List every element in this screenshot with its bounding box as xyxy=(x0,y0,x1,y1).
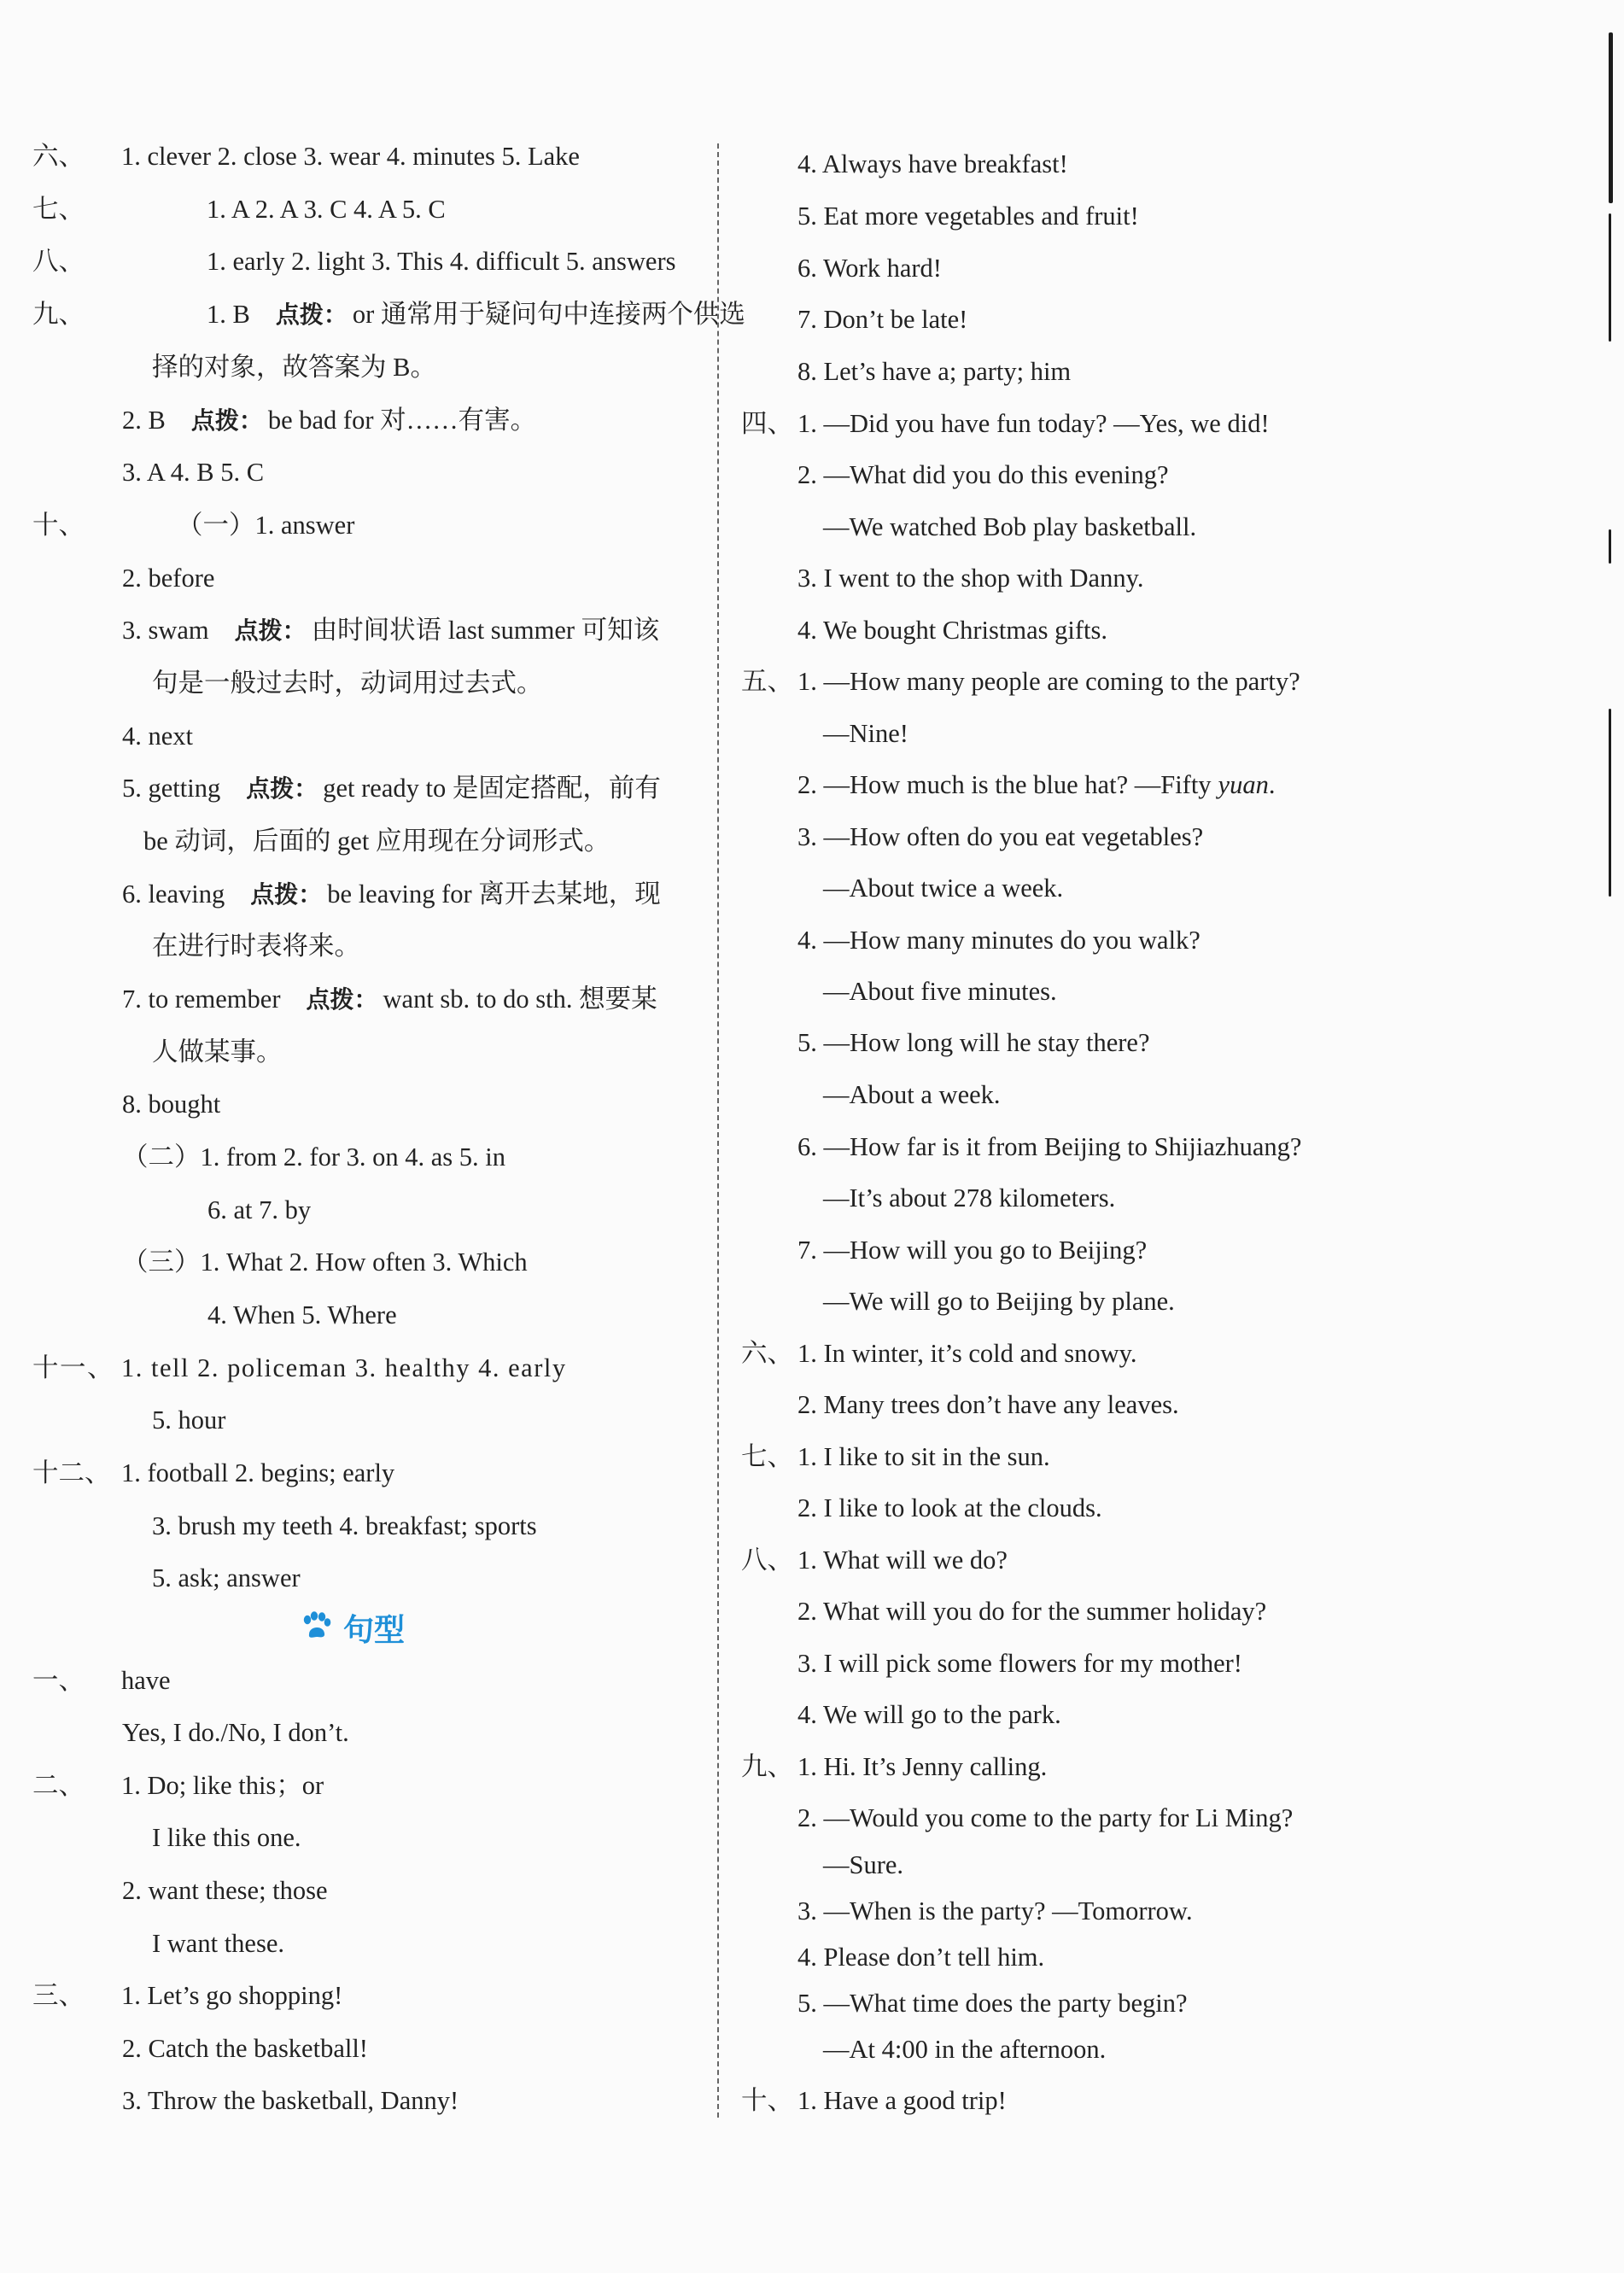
question-number: 五、 xyxy=(741,667,793,696)
answer-text: 2. want these; those xyxy=(122,1876,328,1905)
answer-content xyxy=(122,1873,328,1908)
answer-content xyxy=(122,1140,505,1174)
answer-content xyxy=(122,719,193,753)
question-number: 九、 xyxy=(32,300,85,329)
answer-text: 2. I like to look at the clouds. xyxy=(797,1493,1102,1522)
column-divider xyxy=(717,143,719,2118)
answer-content xyxy=(152,1561,301,1595)
answer-text: 6. leaving xyxy=(122,879,225,909)
answer-content xyxy=(121,1351,567,1385)
answer-text: 7. to remember xyxy=(122,985,281,1014)
tip-text: be leaving for 离开去某地，现 xyxy=(327,879,661,909)
answer-content xyxy=(823,1078,1001,1112)
answer-text: 1. —How many people are coming to the party? xyxy=(797,667,1300,696)
answer-content xyxy=(797,1543,1008,1577)
answer-content xyxy=(797,1130,1301,1164)
answer-text: 1. A 2. A 3. C 4. A 5. C xyxy=(207,195,446,224)
answer-text: 4. When 5. Where xyxy=(207,1300,397,1329)
section-title: 句型 xyxy=(343,1612,406,1648)
tip-text: get ready to 是固定搭配，前有 xyxy=(323,774,661,803)
question-number: 十一、 xyxy=(32,1353,114,1382)
question-number: 十、 xyxy=(741,2086,793,2115)
answer-text: 5. —What time does the party begin? xyxy=(797,1989,1188,2018)
answer-punctuation: . xyxy=(1268,770,1276,799)
question-number: 八、 xyxy=(32,247,85,276)
question-number: 十二、 xyxy=(32,1458,111,1487)
answer-text: 1. Hi. It’s Jenny calling. xyxy=(797,1752,1048,1781)
question-number: 十、 xyxy=(32,511,85,540)
answer-content xyxy=(797,1986,1188,2020)
answer-text: 2. —Would you come to the party for Li Ming? xyxy=(797,1803,1294,1832)
tip-label: 点拨： xyxy=(234,616,307,645)
answer-text: 3. Throw the basketball, Danny! xyxy=(122,2086,459,2115)
answer-text: 1. Have a good trip! xyxy=(797,2086,1007,2115)
answer-content xyxy=(122,1715,349,1750)
answer-content xyxy=(121,1663,171,1697)
answer-content xyxy=(122,613,659,648)
question-number: 七、 xyxy=(741,1442,793,1471)
answer-text: 1. Do; like this；or xyxy=(121,1771,324,1800)
answer-text: 2. B xyxy=(122,406,166,435)
answer-text: 人做某事。 xyxy=(152,1037,283,1066)
answer-content xyxy=(207,192,446,226)
answer-text: 5. ask; answer xyxy=(152,1563,301,1592)
answer-content xyxy=(797,1491,1102,1525)
answer-text: —It’s about 278 kilometers. xyxy=(823,1183,1116,1212)
answer-text: 1. In winter, it’s cold and snowy. xyxy=(797,1339,1137,1368)
tip-text: be bad for 对……有害。 xyxy=(267,406,537,435)
answer-content xyxy=(122,561,214,595)
answer-content xyxy=(122,982,657,1017)
answer-text: 3. swam xyxy=(122,616,209,645)
answer-content xyxy=(797,1025,1150,1060)
tip-text: 由时间状语 last summer 可知该 xyxy=(311,616,660,645)
answer-content xyxy=(797,561,1143,595)
answer-content xyxy=(823,1284,1175,1318)
tip-label: 点拨： xyxy=(306,985,378,1014)
answer-text: —At 4:00 in the afternoon. xyxy=(823,2035,1107,2064)
paw-icon xyxy=(301,1611,333,1645)
answer-text: 1. tell 2. policeman 3. healthy 4. early xyxy=(121,1353,567,1382)
answer-content xyxy=(823,716,908,751)
answer-content xyxy=(797,613,1107,647)
answer-content xyxy=(823,871,1063,905)
answer-content xyxy=(797,664,1300,698)
answer-content xyxy=(823,510,1196,544)
answer-content xyxy=(143,824,610,858)
answer-text: 1. Let’s go shopping! xyxy=(121,1981,343,2010)
scan-edge-mark xyxy=(1609,529,1611,564)
answer-content xyxy=(797,1233,1147,1267)
answer-text: 5. —How long will he stay there? xyxy=(797,1028,1150,1057)
answer-content xyxy=(121,139,580,173)
answer-content xyxy=(797,147,1068,181)
tip-label: 点拨： xyxy=(250,880,323,909)
answer-text: 2. What will you do for the summer holiday? xyxy=(797,1597,1267,1626)
answer-content xyxy=(797,406,1270,441)
answer-content xyxy=(797,1388,1179,1422)
answer-content xyxy=(797,1697,1061,1732)
question-number: 八、 xyxy=(741,1546,793,1575)
tip-text: want sb. to do sth. 想要某 xyxy=(383,985,657,1014)
answer-content xyxy=(122,2083,459,2118)
answer-text: 5. getting xyxy=(122,774,221,803)
answer-content xyxy=(797,1646,1242,1680)
answer-text: —We will go to Beijing by plane. xyxy=(823,1287,1175,1316)
answer-text: 6. at 7. by xyxy=(207,1195,312,1224)
answer-text: 择的对象，故答案为 B。 xyxy=(152,353,436,382)
answer-content xyxy=(152,929,360,963)
answer-content xyxy=(122,1087,220,1121)
answer-content xyxy=(797,251,942,285)
answer-text: 8. bought xyxy=(122,1090,221,1119)
answer-text: —About a week. xyxy=(823,1080,1001,1109)
answer-text: （三）1. What 2. How often 3. Which xyxy=(122,1248,528,1277)
answer-text: 8. Let’s have a; party; him xyxy=(797,357,1072,386)
answer-text: 2. before xyxy=(122,564,215,593)
answer-content xyxy=(797,1440,1050,1474)
answer-text: I want these. xyxy=(152,1929,284,1958)
answer-content xyxy=(207,244,676,278)
answer-text: 1. early 2. light 3. This 4. difficult 5. answers xyxy=(207,247,676,276)
answer-text: 7. —How will you go to Beijing? xyxy=(797,1236,1148,1265)
answer-text: 4. Always have breakfast! xyxy=(797,149,1068,178)
answer-content xyxy=(797,1894,1193,1928)
answer-content xyxy=(152,1926,284,1960)
answer-content xyxy=(177,508,354,542)
answer-text: 1. football 2. begins; early xyxy=(121,1458,395,1487)
answer-text: —Sure. xyxy=(823,1850,904,1879)
tip-label: 点拨： xyxy=(275,301,348,329)
answer-content xyxy=(797,354,1071,389)
answer-content xyxy=(152,666,543,700)
answer-text: 3. I will pick some flowers for my mother! xyxy=(797,1649,1242,1678)
answer-content xyxy=(797,199,1139,233)
answer-content xyxy=(797,820,1203,854)
answer-text: 6. Work hard! xyxy=(797,254,942,283)
tip-label: 点拨： xyxy=(190,406,263,435)
question-number: 四、 xyxy=(741,409,793,438)
question-number: 九、 xyxy=(741,1752,793,1781)
answer-content xyxy=(797,458,1169,492)
answer-content xyxy=(797,302,967,336)
answer-content xyxy=(207,1298,397,1332)
question-number: 三、 xyxy=(32,1981,85,2010)
answer-content xyxy=(121,1768,324,1803)
answer-content xyxy=(797,1750,1047,1784)
question-number: 六、 xyxy=(741,1339,793,1368)
answer-text: 1. I like to sit in the sun. xyxy=(797,1442,1050,1471)
answer-text: 3. brush my teeth 4. breakfast; sports xyxy=(152,1511,537,1540)
answer-text: 2. Catch the basketball! xyxy=(122,2034,368,2063)
answer-content xyxy=(823,974,1057,1008)
answer-content xyxy=(152,1509,537,1543)
scan-edge-mark xyxy=(1609,32,1613,203)
question-number: 一、 xyxy=(32,1666,85,1695)
answer-content xyxy=(797,1594,1266,1628)
answer-text: —We watched Bob play basketball. xyxy=(823,512,1197,541)
answer-text: 1. clever 2. close 3. wear 4. minutes 5. Lake xyxy=(121,142,580,171)
answer-content xyxy=(152,1403,225,1437)
answer-text: be 动词，后面的 get 应用现在分词形式。 xyxy=(143,827,610,856)
answer-text: （二）1. from 2. for 3. on 4. as 5. in xyxy=(122,1142,505,1172)
answer-content xyxy=(152,1820,301,1855)
tip-label: 点拨： xyxy=(246,774,318,803)
answer-text: 1. —Did you have fun today? —Yes, we did! xyxy=(797,409,1270,438)
section-heading xyxy=(301,1604,405,1651)
answer-content xyxy=(797,768,1275,802)
answer-content xyxy=(122,2031,368,2066)
answer-text: 2. —How much is the blue hat? —Fifty xyxy=(797,770,1212,799)
answer-text: 5. Eat more vegetables and fruit! xyxy=(797,202,1139,231)
answer-content xyxy=(122,1245,528,1279)
answer-content xyxy=(823,1848,903,1882)
scan-edge-mark xyxy=(1609,709,1611,897)
answer-content xyxy=(823,2032,1106,2066)
answer-text: 1. What will we do? xyxy=(797,1546,1008,1575)
scan-edge-mark xyxy=(1609,213,1611,342)
answer-text: 5. hour xyxy=(152,1405,226,1435)
answer-text: 3. —When is the party? —Tomorrow. xyxy=(797,1896,1193,1925)
answer-content xyxy=(122,403,536,438)
answer-text: have xyxy=(121,1666,171,1695)
answer-content xyxy=(121,1456,394,1490)
question-number: 七、 xyxy=(32,195,85,224)
answer-text: 句是一般过去时，动词用过去式。 xyxy=(152,669,543,698)
answer-text: 在进行时表将来。 xyxy=(152,932,360,961)
answer-text: 2. Many trees don’t have any leaves. xyxy=(797,1390,1179,1419)
answer-content xyxy=(152,1035,283,1069)
tip-text: or 通常用于疑问句中连接两个供选 xyxy=(352,300,745,329)
currency-unit: yuan xyxy=(1218,770,1269,799)
answer-content xyxy=(122,771,661,806)
answer-text: 3. —How often do you eat vegetables? xyxy=(797,822,1204,851)
answer-content xyxy=(122,877,661,912)
question-number: 六、 xyxy=(32,142,85,171)
answer-text: 3. I went to the shop with Danny. xyxy=(797,564,1144,593)
answer-text: 7. Don’t be late! xyxy=(797,305,968,334)
answer-content xyxy=(152,350,436,384)
answer-text: —Nine! xyxy=(823,719,908,748)
answer-text: Yes, I do./No, I don’t. xyxy=(122,1718,349,1747)
answer-content xyxy=(797,923,1200,957)
answer-content xyxy=(797,2083,1007,2118)
answer-text: 4. —How many minutes do you walk? xyxy=(797,926,1200,955)
answer-text: 2. —What did you do this evening? xyxy=(797,460,1169,489)
answer-text: I like this one. xyxy=(152,1823,301,1852)
answer-content xyxy=(797,1940,1044,1974)
answer-text: （一）1. answer xyxy=(177,511,355,540)
answer-content xyxy=(207,1193,311,1227)
answer-content xyxy=(207,297,745,332)
answer-text: 4. We bought Christmas gifts. xyxy=(797,616,1107,645)
answer-content xyxy=(797,1336,1136,1370)
answer-text: 4. Please don’t tell him. xyxy=(797,1943,1045,1972)
answer-text: —About twice a week. xyxy=(823,874,1064,903)
answer-text: 1. B xyxy=(207,300,250,329)
answer-content xyxy=(121,1978,342,2013)
question-number: 二、 xyxy=(32,1771,85,1800)
answer-text: 4. next xyxy=(122,722,194,751)
answer-text: —About five minutes. xyxy=(823,977,1057,1006)
answer-content xyxy=(122,455,264,489)
answer-text: 4. We will go to the park. xyxy=(797,1700,1061,1729)
answer-text: 3. A 4. B 5. C xyxy=(122,458,265,487)
answer-content xyxy=(823,1181,1115,1215)
answer-text: 6. —How far is it from Beijing to Shijiazhuang? xyxy=(797,1132,1302,1161)
answer-content xyxy=(797,1801,1293,1835)
